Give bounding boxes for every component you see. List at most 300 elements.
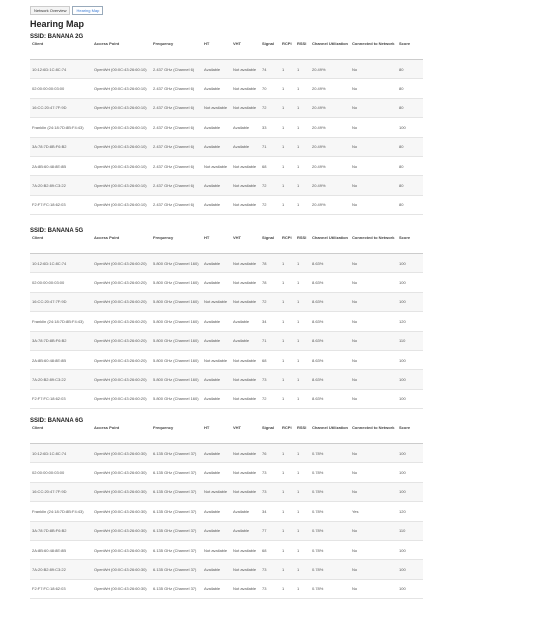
- table-cell: 100: [397, 540, 423, 559]
- table-cell: OpenWrt (00:0C:43:26:60:20): [92, 370, 151, 389]
- table-cell: Available: [231, 137, 260, 156]
- table-cell: 100: [397, 482, 423, 501]
- table-cell: OpenWrt (00:0C:43:26:60:10): [92, 98, 151, 117]
- table-cell: 1: [295, 540, 310, 559]
- table-row: [30, 521, 423, 540]
- table-cell: No: [350, 195, 397, 214]
- table-cell: 2.437 GHz (Channel 6): [151, 118, 202, 137]
- table-cell: 1: [295, 60, 310, 79]
- table-cell: OpenWrt (00:0C:43:26:60:30): [92, 463, 151, 482]
- column-header[interactable]: VHT: [231, 235, 260, 254]
- table-cell: 1: [280, 540, 295, 559]
- table-cell: 5.800 GHz (Channel 160): [151, 292, 202, 311]
- table-cell: Available: [202, 521, 231, 540]
- table-cell: Not available: [231, 370, 260, 389]
- table-cell: Not available: [231, 579, 260, 598]
- table-cell: 100: [397, 463, 423, 482]
- table-cell: Available: [202, 560, 231, 579]
- table-row: [30, 60, 423, 79]
- table-cell: OpenWrt (00:0C:43:26:60:30): [92, 502, 151, 521]
- table-cell: Not available: [231, 195, 260, 214]
- table-cell: 2A:8B:60:48:8E:8B: [30, 156, 92, 175]
- table-cell: 1: [295, 560, 310, 579]
- table-cell: 5.800 GHz (Channel 160): [151, 389, 202, 408]
- table-cell: 8.63%: [310, 292, 350, 311]
- table-cell: 1: [280, 482, 295, 501]
- table-cell: Not available: [231, 60, 260, 79]
- table-cell: Franklin (24:18:7D:8B:F4:43): [30, 312, 92, 331]
- table-cell: 1: [280, 350, 295, 369]
- table-cell: 3A:78:7D:8B:F6:B2: [30, 331, 92, 350]
- table-cell: OpenWrt (00:0C:43:26:60:20): [92, 273, 151, 292]
- column-header[interactable]: Client: [30, 425, 92, 444]
- table-cell: 6.135 GHz (Channel 37): [151, 579, 202, 598]
- table-cell: 72: [260, 98, 280, 117]
- table-cell: 16:CC:20:47:7F:9D: [30, 98, 92, 117]
- column-header[interactable]: HT: [202, 41, 231, 60]
- table-cell: 8.63%: [310, 273, 350, 292]
- table-cell: 110: [397, 331, 423, 350]
- table-cell: Available: [231, 312, 260, 331]
- table-cell: 0.78%: [310, 540, 350, 559]
- table-cell: No: [350, 98, 397, 117]
- table-cell: 80: [397, 60, 423, 79]
- table-cell: No: [350, 312, 397, 331]
- column-header[interactable]: Access Point: [92, 41, 151, 60]
- table-cell: No: [350, 331, 397, 350]
- table-cell: No: [350, 579, 397, 598]
- table-cell: 80: [397, 79, 423, 98]
- table-cell: 100: [397, 560, 423, 579]
- table-cell: Available: [231, 331, 260, 350]
- table-cell: 02:00:00:00:03:00: [30, 463, 92, 482]
- table-cell: Yes: [350, 502, 397, 521]
- table-cell: 68: [260, 350, 280, 369]
- table-cell: 1: [295, 444, 310, 463]
- table-cell: OpenWrt (00:0C:43:26:60:10): [92, 118, 151, 137]
- table-cell: F2:F7:FC:18:62:03: [30, 579, 92, 598]
- table-cell: 1: [280, 98, 295, 117]
- ssid-section-2g: [30, 33, 423, 215]
- table-cell: Not available: [231, 560, 260, 579]
- table-cell: 1: [280, 118, 295, 137]
- table-cell: 6.135 GHz (Channel 37): [151, 560, 202, 579]
- column-header[interactable]: HT: [202, 235, 231, 254]
- table-row: [30, 195, 423, 214]
- table-cell: 1: [295, 502, 310, 521]
- table-cell: Available: [202, 137, 231, 156]
- table-cell: Available: [202, 389, 231, 408]
- table-cell: 20.49%: [310, 137, 350, 156]
- table-cell: 8.63%: [310, 389, 350, 408]
- table-cell: 1: [280, 579, 295, 598]
- column-header[interactable]: Frequency: [151, 235, 202, 254]
- table-cell: 10:12:6D:1C:8C:74: [30, 444, 92, 463]
- table-cell: No: [350, 521, 397, 540]
- column-header[interactable]: HT: [202, 425, 231, 444]
- table-cell: 8.63%: [310, 350, 350, 369]
- table-cell: 34: [260, 312, 280, 331]
- column-header[interactable]: Score: [397, 235, 423, 254]
- table-cell: 8.63%: [310, 254, 350, 273]
- table-cell: Available: [202, 331, 231, 350]
- table-cell: OpenWrt (00:0C:43:26:60:10): [92, 195, 151, 214]
- column-header[interactable]: RSSI: [295, 425, 310, 444]
- table-cell: 100: [397, 273, 423, 292]
- table-cell: 78: [260, 273, 280, 292]
- table-cell: Available: [202, 579, 231, 598]
- table-cell: Available: [202, 176, 231, 195]
- table-row: [30, 292, 423, 311]
- table-cell: OpenWrt (00:0C:43:26:60:30): [92, 540, 151, 559]
- table-cell: 76: [260, 444, 280, 463]
- table-row: [30, 370, 423, 389]
- table-cell: 1: [295, 292, 310, 311]
- table-cell: 78: [260, 254, 280, 273]
- table-cell: 1: [295, 312, 310, 331]
- ssid-section-5g: [30, 227, 423, 409]
- table-cell: No: [350, 273, 397, 292]
- ssid-section-6g: [30, 417, 423, 599]
- column-header[interactable]: Signal: [260, 235, 280, 254]
- table-cell: 100: [397, 579, 423, 598]
- column-header[interactable]: RCPI: [280, 425, 295, 444]
- table-cell: 72: [260, 292, 280, 311]
- table-cell: 1: [295, 156, 310, 175]
- tab-network-overview[interactable]: Network Overview: [30, 6, 70, 15]
- table-cell: Available: [202, 370, 231, 389]
- table-cell: Available: [202, 79, 231, 98]
- table-cell: 80: [397, 176, 423, 195]
- table-cell: 72: [260, 195, 280, 214]
- ssid-heading: SSID: BANANA 2G: [30, 34, 84, 40]
- table-cell: 73: [260, 560, 280, 579]
- table-cell: No: [350, 156, 397, 175]
- column-header[interactable]: Score: [397, 425, 423, 444]
- table-cell: 16:CC:20:47:7F:9D: [30, 292, 92, 311]
- table-cell: No: [350, 176, 397, 195]
- table-cell: 1: [280, 137, 295, 156]
- table-cell: Available: [202, 312, 231, 331]
- table-cell: 20.49%: [310, 156, 350, 175]
- table-cell: 1: [280, 79, 295, 98]
- table-cell: No: [350, 370, 397, 389]
- table-cell: Not available: [231, 292, 260, 311]
- table-cell: 8.63%: [310, 370, 350, 389]
- table-cell: 80: [397, 156, 423, 175]
- table-cell: OpenWrt (00:0C:43:26:60:30): [92, 444, 151, 463]
- column-header[interactable]: Client: [30, 235, 92, 254]
- table-cell: Franklin (24:18:7D:8B:F4:43): [30, 502, 92, 521]
- column-header[interactable]: Channel Utilization: [310, 425, 350, 444]
- table-cell: 2A:8B:60:48:8E:8B: [30, 540, 92, 559]
- table-cell: Available: [231, 502, 260, 521]
- column-header[interactable]: RSSI: [295, 41, 310, 60]
- table-cell: 6.135 GHz (Channel 37): [151, 521, 202, 540]
- table-row: [30, 79, 423, 98]
- table-cell: OpenWrt (00:0C:43:26:60:20): [92, 292, 151, 311]
- table-cell: Not available: [231, 98, 260, 117]
- table-cell: 100: [397, 389, 423, 408]
- table-cell: 80: [397, 137, 423, 156]
- table-cell: 1: [295, 350, 310, 369]
- table-cell: 0.78%: [310, 560, 350, 579]
- table-cell: Available: [202, 60, 231, 79]
- table-cell: OpenWrt (00:0C:43:26:60:20): [92, 331, 151, 350]
- table-cell: 1: [295, 370, 310, 389]
- table-cell: F2:F7:FC:18:62:03: [30, 195, 92, 214]
- table-cell: Not available: [202, 98, 231, 117]
- table-cell: 5.800 GHz (Channel 160): [151, 273, 202, 292]
- table-cell: 2.437 GHz (Channel 6): [151, 79, 202, 98]
- table-row: [30, 331, 423, 350]
- table-cell: Available: [202, 463, 231, 482]
- table-cell: 100: [397, 350, 423, 369]
- table-cell: 5.800 GHz (Channel 160): [151, 331, 202, 350]
- hearing-map-table: [30, 425, 423, 599]
- table-cell: No: [350, 540, 397, 559]
- table-cell: Not available: [231, 350, 260, 369]
- table-cell: 100: [397, 254, 423, 273]
- table-cell: 7A:20:B2:89:C3:22: [30, 176, 92, 195]
- ssid-heading: SSID: BANANA 6G: [30, 418, 84, 424]
- table-cell: 1: [295, 273, 310, 292]
- tab-bar: [30, 6, 103, 15]
- column-header[interactable]: Frequency: [151, 425, 202, 444]
- table-cell: 1: [295, 389, 310, 408]
- table-cell: 20.49%: [310, 195, 350, 214]
- table-cell: 1: [295, 176, 310, 195]
- table-cell: 1: [280, 331, 295, 350]
- table-cell: 73: [260, 482, 280, 501]
- table-cell: 20.49%: [310, 60, 350, 79]
- table-cell: 10:12:6D:1C:8C:74: [30, 60, 92, 79]
- table-cell: 1: [295, 463, 310, 482]
- table-cell: 1: [280, 156, 295, 175]
- column-header[interactable]: Signal: [260, 425, 280, 444]
- table-cell: 72: [260, 389, 280, 408]
- table-cell: 5.800 GHz (Channel 160): [151, 254, 202, 273]
- table-cell: No: [350, 463, 397, 482]
- column-header[interactable]: VHT: [231, 425, 260, 444]
- table-cell: 3A:78:7D:8B:F6:B2: [30, 521, 92, 540]
- table-header-row: [30, 235, 423, 254]
- table-cell: No: [350, 350, 397, 369]
- table-cell: 1: [295, 254, 310, 273]
- table-cell: 20.49%: [310, 79, 350, 98]
- table-cell: OpenWrt (00:0C:43:26:60:10): [92, 137, 151, 156]
- column-header[interactable]: VHT: [231, 41, 260, 60]
- table-cell: 1: [280, 60, 295, 79]
- table-cell: 3A:78:7D:8B:F6:B2: [30, 137, 92, 156]
- column-header[interactable]: Client: [30, 41, 92, 60]
- table-cell: OpenWrt (00:0C:43:26:60:10): [92, 60, 151, 79]
- table-cell: 1: [295, 331, 310, 350]
- table-cell: Not available: [231, 444, 260, 463]
- table-row: [30, 98, 423, 117]
- table-cell: 1: [295, 98, 310, 117]
- table-row: [30, 502, 423, 521]
- table-cell: F2:F7:FC:18:62:03: [30, 389, 92, 408]
- table-cell: Available: [202, 254, 231, 273]
- column-header[interactable]: RSSI: [295, 235, 310, 254]
- table-cell: 1: [295, 482, 310, 501]
- table-cell: 1: [295, 137, 310, 156]
- table-cell: 68: [260, 156, 280, 175]
- table-cell: OpenWrt (00:0C:43:26:60:20): [92, 350, 151, 369]
- table-cell: 1: [280, 521, 295, 540]
- table-cell: 1: [280, 273, 295, 292]
- table-cell: 68: [260, 540, 280, 559]
- table-cell: 80: [397, 195, 423, 214]
- table-cell: 6.135 GHz (Channel 37): [151, 482, 202, 501]
- table-cell: 100: [397, 444, 423, 463]
- table-cell: Not available: [202, 292, 231, 311]
- table-cell: OpenWrt (00:0C:43:26:60:30): [92, 521, 151, 540]
- table-cell: No: [350, 482, 397, 501]
- table-cell: 1: [295, 195, 310, 214]
- table-cell: Not available: [231, 79, 260, 98]
- table-cell: 73: [260, 579, 280, 598]
- table-row: [30, 137, 423, 156]
- table-cell: Available: [202, 118, 231, 137]
- table-cell: OpenWrt (00:0C:43:26:60:10): [92, 156, 151, 175]
- table-row: [30, 463, 423, 482]
- table-cell: 1: [295, 79, 310, 98]
- table-row: [30, 176, 423, 195]
- tab-hearing-map[interactable]: Hearing Map: [72, 6, 103, 15]
- ssid-heading: SSID: BANANA 5G: [30, 228, 84, 234]
- table-cell: 20.49%: [310, 98, 350, 117]
- column-header[interactable]: RCPI: [280, 235, 295, 254]
- column-header[interactable]: RCPI: [280, 41, 295, 60]
- table-cell: 8.63%: [310, 331, 350, 350]
- column-header[interactable]: Signal: [260, 41, 280, 60]
- column-header[interactable]: Channel Utilization: [310, 235, 350, 254]
- table-cell: OpenWrt (00:0C:43:26:60:30): [92, 482, 151, 501]
- table-cell: 74: [260, 60, 280, 79]
- table-cell: 6.135 GHz (Channel 37): [151, 444, 202, 463]
- table-cell: 6.135 GHz (Channel 37): [151, 463, 202, 482]
- table-cell: 20.49%: [310, 118, 350, 137]
- table-cell: 0.78%: [310, 482, 350, 501]
- table-cell: Not available: [231, 540, 260, 559]
- table-cell: Not available: [231, 254, 260, 273]
- table-row: [30, 273, 423, 292]
- table-cell: OpenWrt (00:0C:43:26:60:20): [92, 389, 151, 408]
- page-title: Hearing Map: [30, 19, 85, 29]
- table-cell: Not available: [202, 350, 231, 369]
- table-cell: 71: [260, 137, 280, 156]
- table-cell: OpenWrt (00:0C:43:26:60:10): [92, 79, 151, 98]
- table-cell: 34: [260, 502, 280, 521]
- table-cell: 72: [260, 176, 280, 195]
- table-cell: 7A:20:B2:89:C3:22: [30, 560, 92, 579]
- table-cell: 100: [397, 370, 423, 389]
- table-cell: 1: [295, 118, 310, 137]
- column-header[interactable]: Access Point: [92, 425, 151, 444]
- table-cell: 1: [280, 560, 295, 579]
- table-cell: 71: [260, 331, 280, 350]
- table-cell: 1: [280, 312, 295, 331]
- table-row: [30, 579, 423, 598]
- table-row: [30, 312, 423, 331]
- table-cell: 1: [295, 579, 310, 598]
- column-header[interactable]: Connected to Network: [350, 425, 397, 444]
- table-cell: 1: [280, 463, 295, 482]
- table-cell: 2A:8B:60:48:8E:8B: [30, 350, 92, 369]
- table-cell: 0.78%: [310, 444, 350, 463]
- table-cell: Available: [202, 195, 231, 214]
- table-cell: Franklin (24:18:7D:8B:F4:43): [30, 118, 92, 137]
- table-cell: 110: [397, 521, 423, 540]
- column-header[interactable]: Connected to Network: [350, 41, 397, 60]
- table-cell: Not available: [202, 540, 231, 559]
- table-cell: 6.135 GHz (Channel 37): [151, 502, 202, 521]
- table-cell: 0.78%: [310, 579, 350, 598]
- table-row: [30, 389, 423, 408]
- table-cell: 6.135 GHz (Channel 37): [151, 540, 202, 559]
- table-row: [30, 254, 423, 273]
- table-cell: 73: [260, 370, 280, 389]
- column-header[interactable]: Score: [397, 41, 423, 60]
- table-cell: No: [350, 79, 397, 98]
- table-cell: 1: [280, 502, 295, 521]
- table-cell: OpenWrt (00:0C:43:26:60:10): [92, 176, 151, 195]
- column-header[interactable]: Connected to Network: [350, 235, 397, 254]
- table-cell: 120: [397, 502, 423, 521]
- table-cell: 0.78%: [310, 502, 350, 521]
- table-cell: OpenWrt (00:0C:43:26:60:20): [92, 312, 151, 331]
- table-cell: 2.437 GHz (Channel 6): [151, 156, 202, 175]
- table-cell: 33: [260, 118, 280, 137]
- column-header[interactable]: Frequency: [151, 41, 202, 60]
- table-cell: 1: [280, 444, 295, 463]
- table-row: [30, 540, 423, 559]
- table-cell: Not available: [231, 156, 260, 175]
- table-cell: 80: [397, 98, 423, 117]
- table-cell: 1: [280, 195, 295, 214]
- table-cell: 1: [295, 521, 310, 540]
- table-cell: 8.63%: [310, 312, 350, 331]
- table-row: [30, 444, 423, 463]
- table-cell: 77: [260, 521, 280, 540]
- table-row: [30, 482, 423, 501]
- table-cell: 100: [397, 292, 423, 311]
- table-cell: 2.437 GHz (Channel 6): [151, 60, 202, 79]
- table-row: [30, 156, 423, 175]
- table-cell: No: [350, 560, 397, 579]
- table-cell: OpenWrt (00:0C:43:26:60:30): [92, 560, 151, 579]
- table-cell: 5.800 GHz (Channel 160): [151, 370, 202, 389]
- table-row: [30, 118, 423, 137]
- column-header[interactable]: Channel Utilization: [310, 41, 350, 60]
- table-cell: Available: [202, 502, 231, 521]
- table-cell: Available: [202, 273, 231, 292]
- table-cell: 0.78%: [310, 521, 350, 540]
- column-header[interactable]: Access Point: [92, 235, 151, 254]
- table-cell: 100: [397, 118, 423, 137]
- table-cell: OpenWrt (00:0C:43:26:60:20): [92, 254, 151, 273]
- table-cell: No: [350, 118, 397, 137]
- hearing-map-table: [30, 41, 423, 215]
- table-header-row: [30, 41, 423, 60]
- table-cell: No: [350, 60, 397, 79]
- table-cell: Available: [202, 444, 231, 463]
- hearing-map-table: [30, 235, 423, 409]
- table-cell: 5.800 GHz (Channel 160): [151, 312, 202, 331]
- table-cell: 1: [280, 292, 295, 311]
